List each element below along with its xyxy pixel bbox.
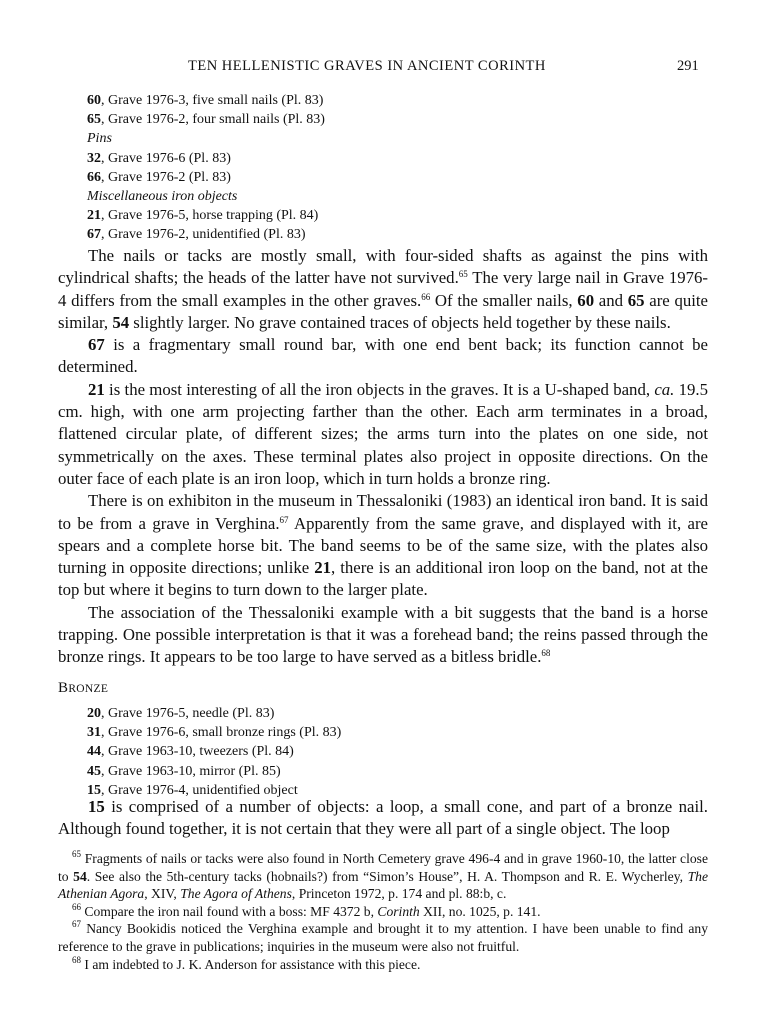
running-title: TEN HELLENISTIC GRAVES IN ANCIENT CORINTH [188,58,546,74]
bronze-object-list [87,704,341,800]
paragraph-thessaloniki: There is on exhibiton in the museum in Thessaloniki (1983) an identical iron band. It is said to be from a grave in Verghina.$^{67}$ Apparently from the same grave, and displayed with it, are spears and a complete horse bit. The band seems to be of the same size, with the plates also turning in opposite directions; unlike 21, there is an additional iron loop on the band, not at the top but where it begins to turn down to the larger plate. [58,491,708,600]
page-number: 291 [677,58,699,74]
section-heading-bronze: BRONZE [58,680,109,696]
paragraph-horse-trapping: The association of the Thessaloniki example with a bit suggests that the band is a horse trapping. One possible interpretation is that it was a forehead band; the reins passed through the bronze rings. It appears to be too large to have served as a bitless bridle.$^{68}$ [58,602,708,667]
paragraph-item-21: 21 is the most interesting of all the iron objects in the graves. It is a U-shaped band, ca. 19.5 cm. high, with one arm projecting farther than the other. Each arm terminates in a broad, flattened circular plate, of different sizes; the arms turn into the plates on one side, not symmetrically on the axes. These terminal plates also project in opposite directions. On the outer face of each plate is an iron loop, which in turn holds a bronze ring. [58,379,709,488]
list-item: 65, Grave 1976-2, four small nails (Pl. 83) [87,112,325,128]
list-item: 67, Grave 1976-2, unidentified (Pl. 83) [87,227,306,243]
list-item: 44, Grave 1963-10, tweezers (Pl. 84) [87,744,294,760]
paragraph-item-67: 67 is a fragmentary small round bar, with one end bent back; its function cannot be determined. [58,335,708,377]
body-text-bronze [58,796,708,841]
paragraph-item-15: 15 is comprised of a number of objects: a loop, a small cone, and part of a bronze nail. Although found together, it is not certain that they were all part of a single object. The loop [58,797,708,839]
list-item: 15, Grave 1976-4, unidentified object [87,782,298,798]
footnote-67: $^{67}$ Nancy Bookidis noticed the Verghina example and brought it to my attention. I have been unable to find any reference to the grave in publications; inquiries in the museum were also not fruitful. [58,919,708,954]
list-item: 31, Grave 1976-6, small bronze rings (Pl. 83) [87,725,342,741]
list-item: 45, Grave 1963-10, mirror (Pl. 85) [87,763,281,779]
footnotes [58,850,708,973]
list-subheading: Pins [87,131,112,147]
footnote-68: $^{68}$ I am indebted to J. K. Anderson for assistance with this piece. [72,954,421,972]
running-header [0,58,759,78]
list-item: 66, Grave 1976-2 (Pl. 83) [87,169,231,185]
list-item: 20, Grave 1976-5, needle (Pl. 83) [87,706,275,721]
iron-object-list [87,91,325,245]
list-subheading: Miscellaneous iron objects [87,189,238,205]
list-item: 32, Grave 1976-6 (Pl. 83) [87,150,231,166]
footnote-66: $^{66}$ Compare the iron nail found with a boss: MF 4372 b, Corinth XII, no. 1025, p. 141. [72,901,541,919]
list-item: 21, Grave 1976-5, horse trapping (Pl. 84) [87,208,319,224]
paragraph-nails: The nails or tacks are mostly small, with four-sided shafts as against the pins with cylindrical shafts; the heads of the latter have not survived.$^{65}$ The very large nail in Grave 1976-4 differs from the small examples in the other graves.$^{66}$ Of the smaller nails, 60 and 65 are quite similar, 54 slightly larger. No grave contained traces of objects held together by these nails. [58,246,709,332]
body-text-iron [58,245,708,669]
list-item: 60, Grave 1976-3, five small nails (Pl. 83) [87,93,324,108]
footnote-65: $^{65}$ Fragments of nails or tacks were also found in North Cemetery grave 496-4 and in grave 1960-10, the latter close to 54. See also the 5th-century tacks (hobnails?) from “Simon’s House”, H. A. Thompson and R. E. Wycherley, The Athenian Agora, XIV, The Agora of Athens, Princeton 1972, p. 174 and pl. 88:b, c. [58,849,708,902]
